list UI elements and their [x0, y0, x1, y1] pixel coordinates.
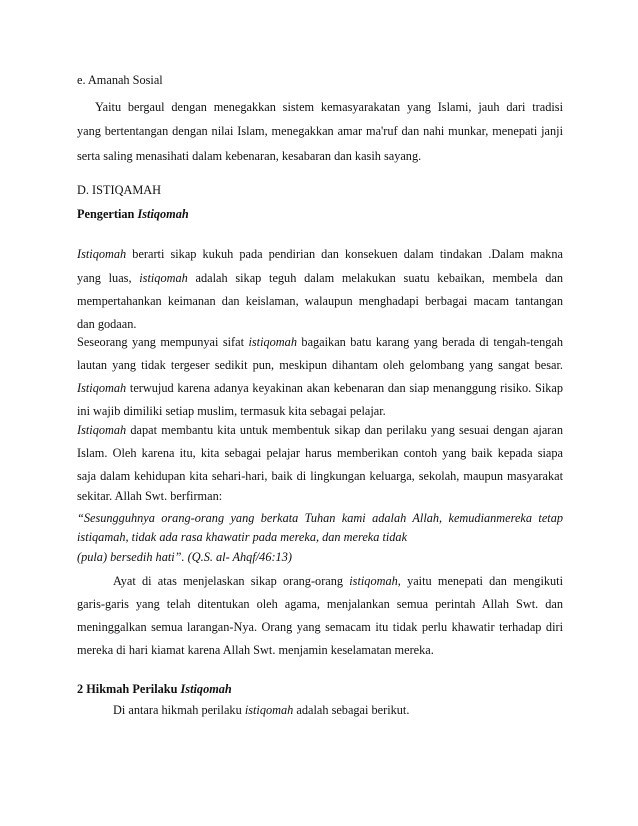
subheading-text: Pengertian: [77, 207, 138, 221]
section-heading-hikmah: [77, 682, 563, 697]
paragraph-line: [77, 247, 563, 262]
paragraph-line: [77, 381, 563, 396]
italic-term: istiqomah: [244, 703, 294, 717]
italic-term: istiqomah: [349, 574, 398, 588]
line-text: berarti sikap kukuh pada pendirian dan konsekuen dalam tindakan .Dalam makna: [126, 247, 563, 261]
line-text: adalah sikap teguh dalam melakukan suatu kebaikan, membela dan: [187, 271, 564, 285]
line-text: Ayat di atas menjelaskan sikap orang-orang: [113, 574, 350, 588]
paragraph-line: [77, 335, 563, 350]
paragraph-line: mereka di hari kiamat karena Allah Swt. menjamin keselamatan mereka.: [77, 643, 434, 657]
quote-line: “Sesungguhnya orang-orang yang berkata Tuhan kami adalah Allah, kemudianmereka tetap: [77, 511, 563, 525]
italic-term: Istiqomah: [77, 381, 127, 395]
section-heading-amanah-sosial: e. Amanah Sosial: [77, 73, 163, 87]
paragraph-line: ini wajib dimiliki setiap muslim, termasuk kita sebagai pelajar.: [77, 404, 386, 418]
paragraph-line: mempertahankan keimanan dan keislaman, walaupun menghadapi berbagai macam tantangan: [77, 294, 563, 308]
paragraph-line: [113, 574, 563, 589]
paragraph-line: meninggalkan semua larangan-Nya. Orang yang semacam itu tidak perlu khawatir terhadap diri: [77, 620, 563, 634]
paragraph-line: sekitar. Allah Swt. berfirman:: [77, 489, 223, 503]
paragraph-line: [113, 703, 563, 718]
line-text: , yaitu menepati dan mengikuti: [397, 574, 563, 588]
paragraph-line: Islam. Oleh karena itu, kita sebagai pelajar harus memberikan contoh yang baik kepada siapa: [77, 446, 563, 460]
paragraph-line: garis-garis yang telah ditentukan oleh agama, menjalankan semua perintah Allah Swt. dan: [77, 597, 563, 611]
italic-term: Istiqomah: [77, 423, 127, 437]
line-text: yang luas,: [77, 271, 140, 285]
line-text: terwujud karena adanya keyakinan akan kebenaran dan siap menanggung risiko. Sikap: [126, 381, 563, 395]
line-text: Di antara hikmah perilaku: [113, 703, 245, 717]
quote-line: istiqamah, tidak ada rasa khawatir pada mereka, dan mereka tidak: [77, 530, 408, 544]
paragraph-line: saja dalam kehidupan kita sehari-hari, baik di lingkungan keluarga, sekolah, maupun masyarakat: [77, 469, 563, 483]
paragraph-line: [77, 423, 563, 438]
heading-text: 2 Hikmah Perilaku: [77, 682, 181, 696]
paragraph-line: Yaitu bergaul dengan menegakkan sistem kemasyarakatan yang Islami, jauh dari tradisi: [95, 100, 563, 114]
paragraph-line: lautan yang tidak tergeser sedikit pun, meskipun dihantam oleh gelombang yang sangat besar.: [77, 358, 563, 372]
paragraph-line: [77, 271, 563, 286]
line-text: dapat membantu kita untuk membentuk sikap dan perilaku yang sesuai dengan ajaran: [126, 423, 563, 437]
paragraph-line: dan godaan.: [77, 317, 137, 331]
italic-term: Istiqomah: [77, 247, 127, 261]
line-text: bagaikan batu karang yang berada di tengah-tengah: [296, 335, 564, 349]
quote-line: (pula) bersedih hati”. (Q.S. al- Ahqf/46:13): [77, 550, 292, 564]
line-text: adalah sebagai berikut.: [293, 703, 410, 717]
section-heading-istiqamah: D. ISTIQAMAH: [77, 183, 162, 197]
heading-italic: Istiqomah: [180, 682, 232, 696]
paragraph-line: serta saling menasihati dalam kebenaran, kesabaran dan kasih sayang.: [77, 149, 422, 163]
italic-term: istiqomah: [139, 271, 188, 285]
italic-term: istiqomah: [248, 335, 297, 349]
paragraph-line: yang bertentangan dengan nilai Islam, menegakkan amar ma'ruf dan nahi munkar, menepati janji: [77, 124, 563, 138]
line-text: Seseorang yang mempunyai sifat: [77, 335, 249, 349]
subheading-pengertian: [77, 207, 563, 222]
subheading-italic: Istiqomah: [137, 207, 189, 221]
